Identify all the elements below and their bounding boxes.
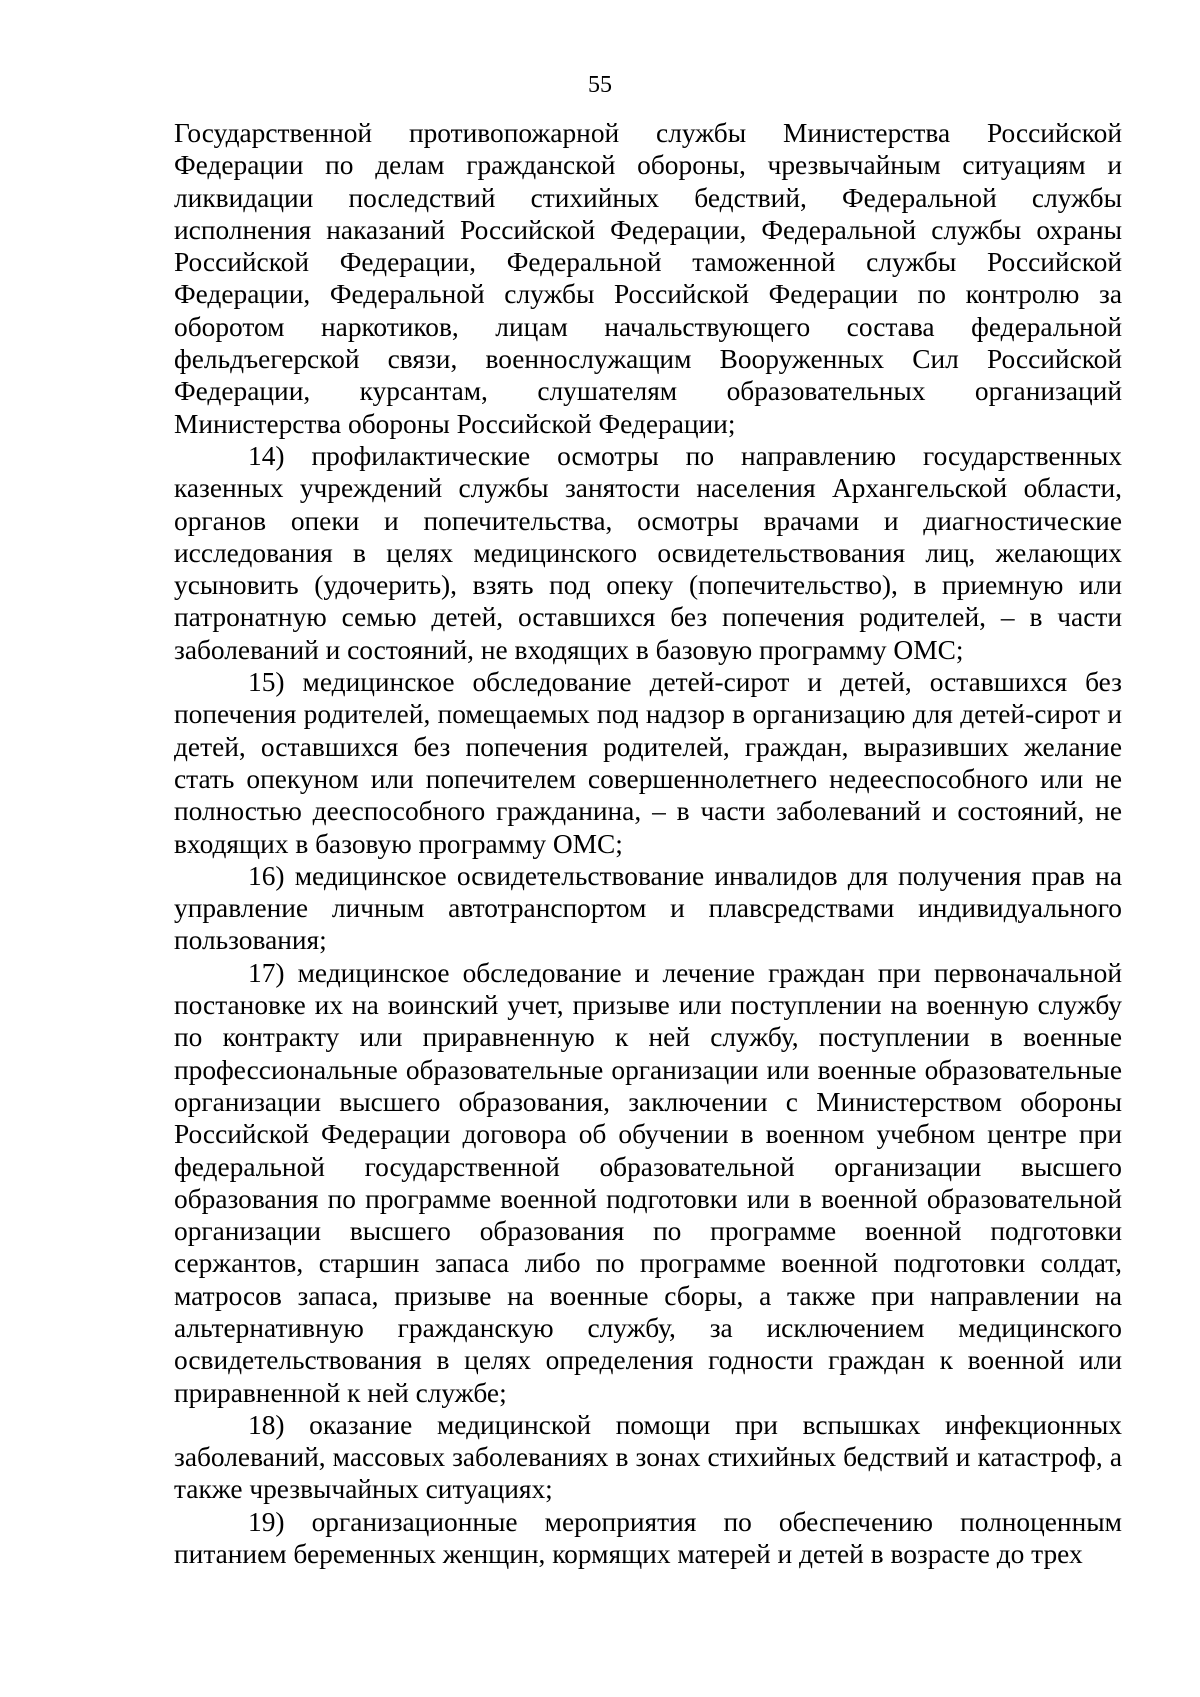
list-item-17: 17) медицинское обследование и лечение граждан при первоначальной постановке их на воинский учет, призыве или поступлении на военную службу по контракту или приравненную к ней службу, поступлении в военные профессиональные образовательные организации или военные образовательные организации высшего образования, заключении с Министерством обороны Российской Федерации договора об обучении в военном учебном центре при федеральной государственной образовательной организации высшего образования по программе военной подготовки или в военной образовательной организации высшего образования по программе военной подготовки сержантов, старшин запаса либо по программе военной подготовки солдат, матросов запаса, призыве на военные сборы, а также при направлении на альтернативную гражданскую службу, за исключением медицинского освидетельствования в целях определения годности граждан к военной или приравненной к ней службе; [174,957,1122,1408]
page-number: 55 [588,72,612,98]
list-item-16: 16) медицинское освидетельствование инвалидов для получения прав на управление личным автотранспортом и плавсредствами индивидуального пользования; [174,860,1122,956]
list-item-14: 14) профилактические осмотры по направлению государственных казенных учреждений службы занятости населения Архангельской области, органов опеки и попечительства, осмотры врачами и диагностические исследования в целях медицинского освидетельствования лиц, желающих усыновить (удочерить), взять под опеку (попечительство), в приемную или патронатную семью детей, оставшихся без попечения родителей, – в части заболеваний и состояний, не входящих в базовую программу ОМС; [174,440,1122,665]
document-body [174,117,1122,1570]
list-item-19: 19) организационные мероприятия по обеспечению полноценным питанием беременных женщин, кормящих матерей и детей в возрасте до трех [174,1506,1122,1570]
paragraph-continuation: Государственной противопожарной службы Министерства Российской Федерации по делам гражданской обороны, чрезвычайным ситуациям и ликвидации последствий стихийных бедствий, Федеральной службы исполнения наказаний Российской Федерации, Федеральной службы охраны Российской Федерации, Федеральной таможенной службы Российской Федерации, Федеральной службы Российской Федерации по контролю за оборотом наркотиков, лицам начальствующего состава федеральной фельдъегерской связи, военнослужащим Вооруженных Сил Российской Федерации, курсантам, слушателям образовательных организаций Министерства обороны Российской Федерации; [174,118,1122,439]
list-item-15: 15) медицинское обследование детей-сирот и детей, оставшихся без попечения родителей, помещаемых под надзор в организацию для детей-сирот и детей, оставшихся без попечения родителей, граждан, выразивших желание стать опекуном или попечителем совершеннолетнего недееспособного или не полностью дееспособного гражданина, – в части заболеваний и состояний, не входящих в базовую программу ОМС; [174,667,1122,859]
list-item-18: 18) оказание медицинской помощи при вспышках инфекционных заболеваний, массовых заболеваниях в зонах стихийных бедствий и катастроф, а также чрезвычайных ситуациях; [174,1409,1122,1505]
